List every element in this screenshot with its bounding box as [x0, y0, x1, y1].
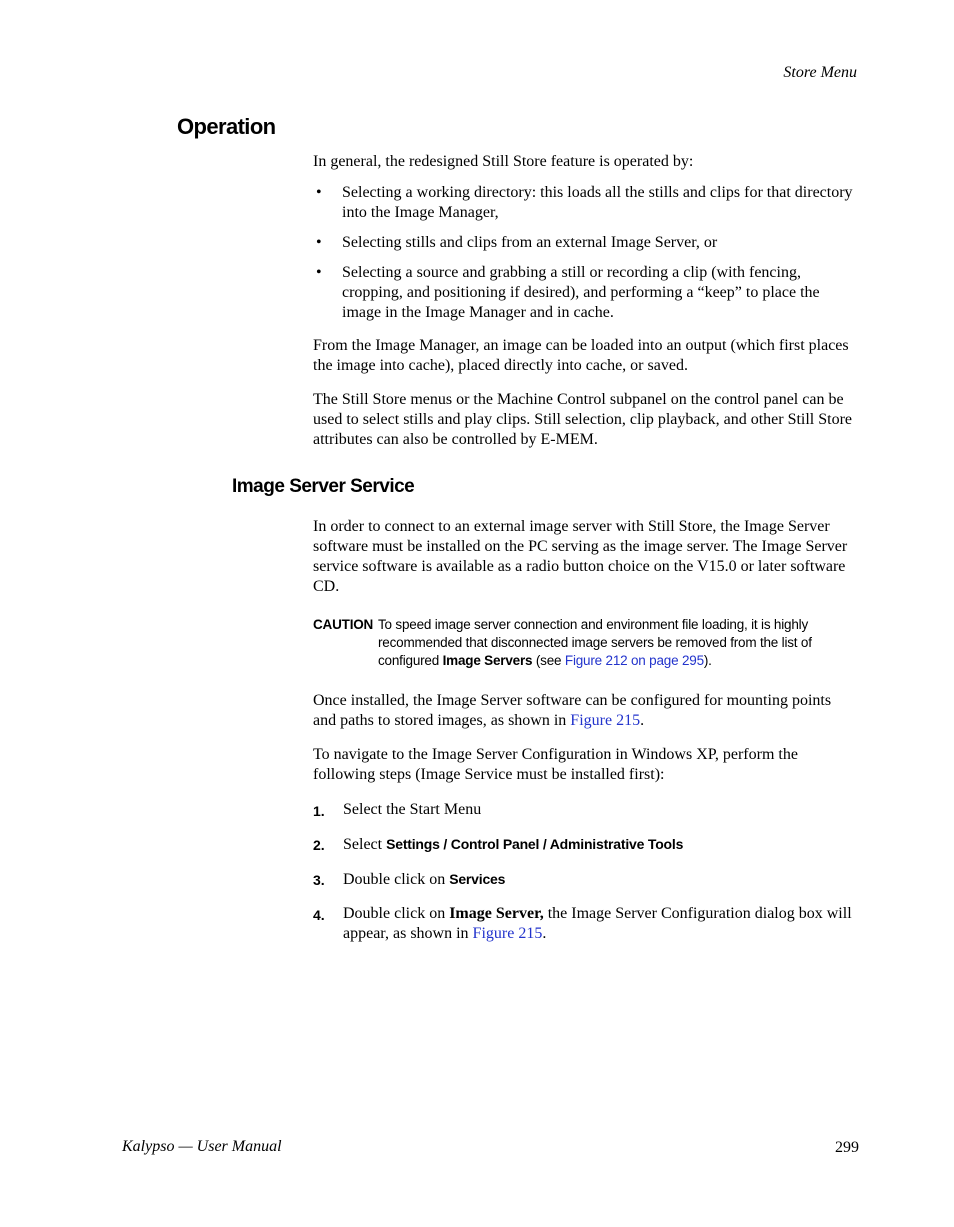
paragraph-once-installed — [313, 691, 856, 731]
section-title-operation: Operation — [177, 114, 276, 139]
step-number-1: 1. — [313, 803, 325, 819]
numbered-step-4 — [313, 904, 856, 944]
list-item-external-server: • Selecting stills and clips from an external Image Server, or — [313, 233, 856, 253]
footer-page-number: 299 — [835, 1139, 859, 1156]
caution-text-part3: ). — [703, 653, 712, 668]
numbered-steps — [313, 800, 856, 944]
figure-215-link-step4[interactable]: Figure 215 — [472, 925, 543, 942]
paragraph-connect: In order to connect to an external image server with Still Store, the Image Server software must be installed on the PC serving as the image server. The Image Server service software is available as a radio button choice on the V15.0 or later software CD. — [313, 518, 848, 595]
paragraph-navigate: To navigate to the Image Server Configuration in Windows XP, perform the following steps (Image Service must be installed first): — [313, 746, 798, 783]
once-installed-text: Once installed, the Image Server software can be configured for mounting points and paths to stored images, as shown in — [313, 692, 832, 729]
step-4-period: . — [542, 925, 547, 942]
paragraph-image-manager: From the Image Manager, an image can be loaded into an output (which first places the image into cache), placed directly into cache, or saved. — [313, 337, 849, 374]
running-header: Store Menu — [783, 64, 857, 81]
footer-manual-title: Kalypso — User Manual — [122, 1138, 282, 1155]
step-number-3: 3. — [313, 872, 325, 888]
intro-paragraph: In general, the redesigned Still Store feature is operated by: — [313, 153, 694, 170]
step-2-menu-path: Settings / Control Panel / Administrative Tools — [386, 836, 684, 852]
caution-bold-image-servers: Image Servers — [442, 653, 533, 668]
caution-note — [313, 616, 829, 670]
step-number-4: 4. — [313, 907, 325, 923]
paragraph-still-store-menus: The Still Store menus or the Machine Control subpanel on the control panel can be used to select stills and play clips. Still selection, clip playback, and other Still Store attributes can also be controlled by E-MEM. — [313, 391, 853, 448]
step-4-image-server-label: Image Server, — [449, 905, 544, 922]
once-installed-period: . — [640, 712, 645, 729]
numbered-step-2 — [313, 834, 856, 855]
list-item-grab-still: • Selecting a source and grabbing a still or recording a clip (with fencing, cropping, and positioning if desired), and performing a “keep” to place the image in the Image Manager and in cache. — [313, 263, 856, 323]
figure-212-link[interactable]: Figure 212 on page 295 — [564, 653, 704, 668]
step-2-text: Select — [343, 836, 387, 853]
caution-text-part2: (see — [532, 653, 565, 668]
numbered-step-3 — [313, 869, 856, 890]
caution-text — [378, 616, 829, 670]
list-item-working-directory: • Selecting a working directory: this loads all the stills and clips for that directory into the Image Manager, — [313, 183, 856, 223]
step-4-text-part2: the Image Server Configuration dialog box will appear, as shown in — [343, 905, 852, 942]
caution-label: CAUTION — [313, 617, 374, 632]
bullet-list — [313, 183, 856, 323]
subsection-title-image-server-service: Image Server Service — [232, 476, 415, 497]
step-3-text: Double click on — [343, 871, 450, 888]
numbered-step-1 — [313, 800, 856, 820]
step-4-text-part1: Double click on — [343, 905, 450, 922]
step-3-services-label: Services — [449, 871, 506, 887]
step-number-2: 2. — [313, 837, 325, 853]
caution-text-part1: To speed image server connection and environment file loading, it is highly recommended that disconnected image servers be removed from the list of configured — [378, 617, 812, 668]
step-1-text: Select the Start Menu — [343, 801, 482, 818]
figure-215-link[interactable]: Figure 215 — [570, 712, 641, 729]
